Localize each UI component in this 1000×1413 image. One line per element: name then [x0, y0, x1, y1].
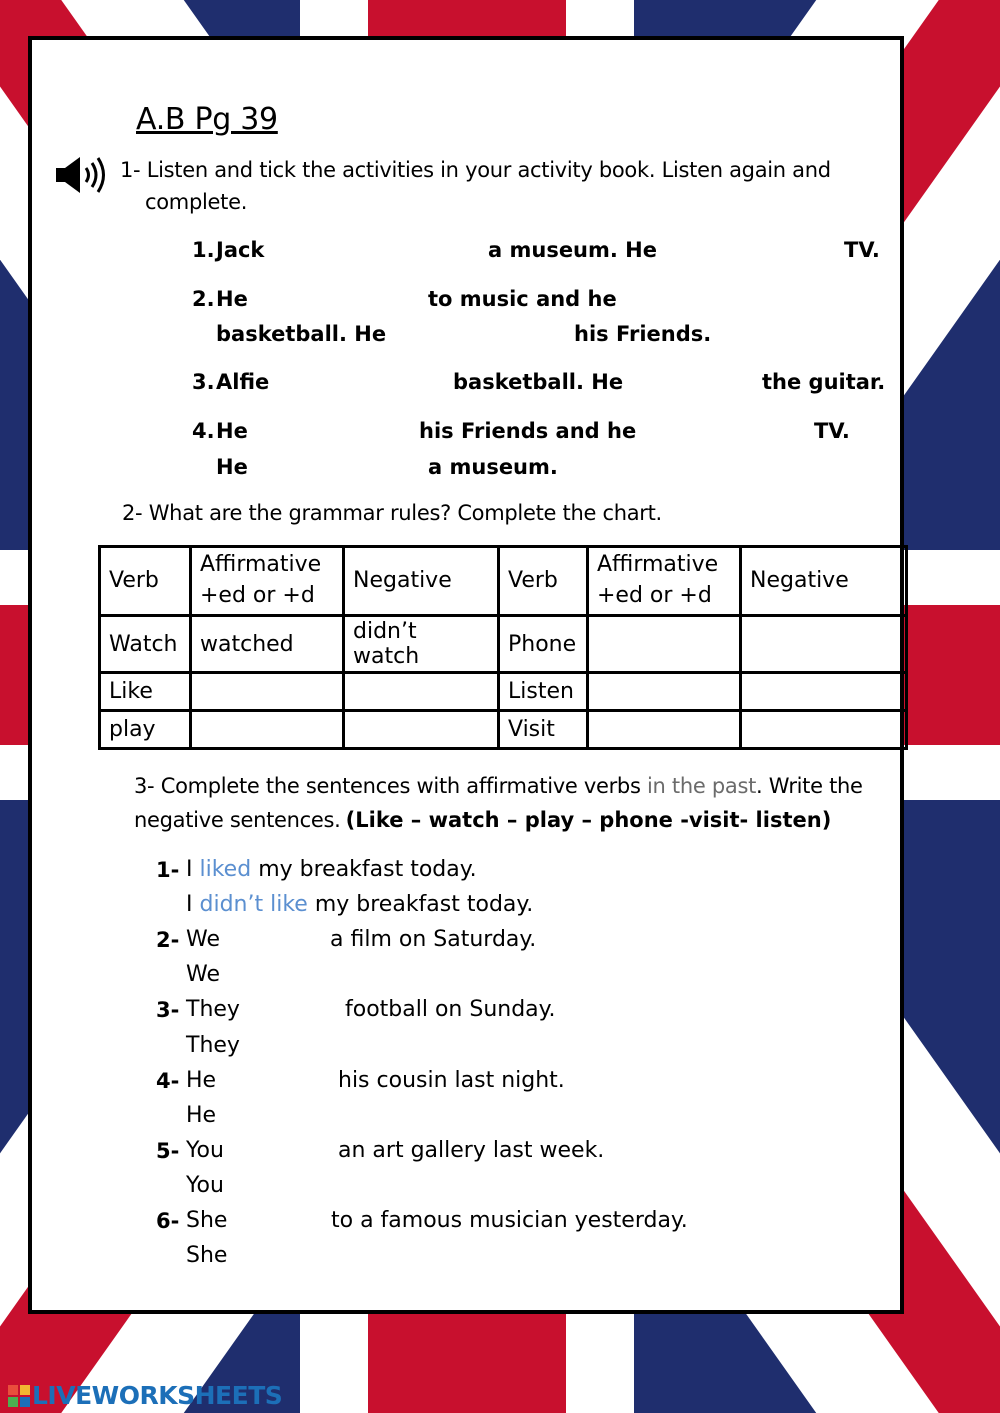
worksheet-page	[28, 36, 904, 1314]
affirmative-cell[interactable]	[191, 711, 344, 749]
ex1-s2-middle: to music and he	[428, 287, 617, 311]
verb-cell: Like	[100, 673, 191, 711]
ex1-s1-subject: Jack	[216, 238, 265, 262]
negative-cell[interactable]	[344, 673, 499, 711]
header-negative-2: Negative	[741, 547, 907, 616]
ex3-number-5: 5-	[156, 1139, 180, 1163]
affirmative-cell[interactable]	[191, 673, 344, 711]
ex3-item-subject: He	[186, 1068, 217, 1093]
ex1-s2-subject: He	[216, 287, 248, 311]
ex3-number-1: 1-	[156, 858, 180, 882]
ex3-item-rest: his cousin last night.	[338, 1068, 565, 1093]
verb-cell: Listen	[499, 673, 588, 711]
header-affirmative-2: Affirmative +ed or +d	[588, 547, 741, 616]
chart-header-row	[100, 547, 907, 616]
ex1-s4-end: TV.	[814, 419, 850, 443]
ex1-s1-middle: a museum. He	[488, 238, 657, 262]
ex3-item-subject: They	[186, 997, 240, 1022]
ex3-number-6: 6-	[156, 1209, 180, 1233]
table-row	[100, 711, 907, 749]
verb-list: (Like – watch – play – phone -visit- listen)	[345, 808, 832, 832]
ex1-s3-end: the guitar.	[762, 370, 886, 394]
ex3-item-rest: to a famous musician yesterday.	[331, 1208, 688, 1233]
ex3-item-rest: an art gallery last week.	[338, 1138, 605, 1163]
ex1-s4-line2-end: a museum.	[428, 455, 558, 479]
affirmative-cell[interactable]	[588, 616, 741, 673]
ex3-item-subject: She	[186, 1208, 228, 1233]
exercise2-instruction: 2- What are the grammar rules? Complete the chart.	[122, 501, 662, 525]
ex3-item-negative-subject: They	[186, 1033, 240, 1058]
grammar-chart	[98, 545, 908, 750]
header-verb: Verb	[100, 547, 191, 616]
ex1-number-2: 2.	[192, 287, 215, 311]
ex3-item-negative-subject: She	[186, 1243, 228, 1268]
ex1-s4-line2-subject: He	[216, 455, 248, 479]
ex1-s1-end: TV.	[844, 238, 880, 262]
exercise1-instruction-cont: complete.	[145, 190, 248, 214]
ex3-item-subject: We	[186, 927, 220, 952]
negative-cell[interactable]	[741, 711, 907, 749]
negative-cell[interactable]	[741, 616, 907, 673]
ex3-item-negative-subject: We	[186, 962, 220, 987]
ex3-item-negative-subject: He	[186, 1103, 217, 1128]
ex3-item-negative-subject: You	[186, 1173, 224, 1198]
table-row	[100, 616, 907, 673]
ex3-example-negative: I didn’t like my breakfast today.	[186, 892, 534, 917]
liveworksheets-logo-icon	[8, 1385, 30, 1407]
ex1-s4-middle: his Friends and he	[419, 419, 637, 443]
liveworksheets-logo[interactable]	[8, 1381, 282, 1410]
header-negative: Negative	[344, 547, 499, 616]
verb-cell: Phone	[499, 616, 588, 673]
header-verb-2: Verb	[499, 547, 588, 616]
ex1-number-3: 3.	[192, 370, 215, 394]
exercise1-instruction: 1- Listen and tick the activities in your activity book. Listen again and	[120, 158, 831, 182]
page-title: A.B Pg 39	[136, 102, 278, 137]
verb-cell: play	[100, 711, 191, 749]
header-affirmative: Affirmative +ed or +d	[191, 547, 344, 616]
ex1-number-1: 1.	[192, 238, 215, 262]
negative-cell[interactable]: didn’t watch	[344, 616, 499, 673]
ex3-item-subject: You	[186, 1138, 224, 1163]
affirmative-cell[interactable]: watched	[191, 616, 344, 673]
verb-cell: Visit	[499, 711, 588, 749]
ex1-number-4: 4.	[192, 419, 215, 443]
ex1-s3-middle: basketball. He	[453, 370, 624, 394]
ex3-number-2: 2-	[156, 928, 180, 952]
negative-cell[interactable]	[344, 711, 499, 749]
logo-text: LIVEWORKSHEETS	[32, 1381, 283, 1410]
affirmative-cell[interactable]	[588, 711, 741, 749]
ex3-example-affirmative: I liked my breakfast today.	[186, 857, 477, 882]
exercise3-instruction-cont: negative sentences. (Like – watch – play – phone -visit- listen)	[134, 808, 832, 832]
ex1-s3-subject: Alfie	[216, 370, 270, 394]
negative-cell[interactable]	[741, 673, 907, 711]
ex1-s4-subject: He	[216, 419, 248, 443]
ex1-s2-end: his Friends.	[574, 322, 712, 346]
ex1-s2-line2: basketball. He	[216, 322, 387, 346]
verb-cell: Watch	[100, 616, 191, 673]
example-answer: liked	[199, 857, 252, 882]
exercise3-instruction: 3- Complete the sentences with affirmative verbs in the past. Write the	[134, 774, 863, 798]
ex3-item-rest: a film on Saturday.	[330, 927, 537, 952]
table-row	[100, 673, 907, 711]
speaker-icon[interactable]	[54, 155, 110, 195]
affirmative-cell[interactable]	[588, 673, 741, 711]
ex3-number-3: 3-	[156, 998, 180, 1022]
ex3-item-rest: football on Sunday.	[345, 997, 556, 1022]
example-negative-answer: didn’t like	[199, 892, 308, 917]
ex3-number-4: 4-	[156, 1069, 180, 1093]
